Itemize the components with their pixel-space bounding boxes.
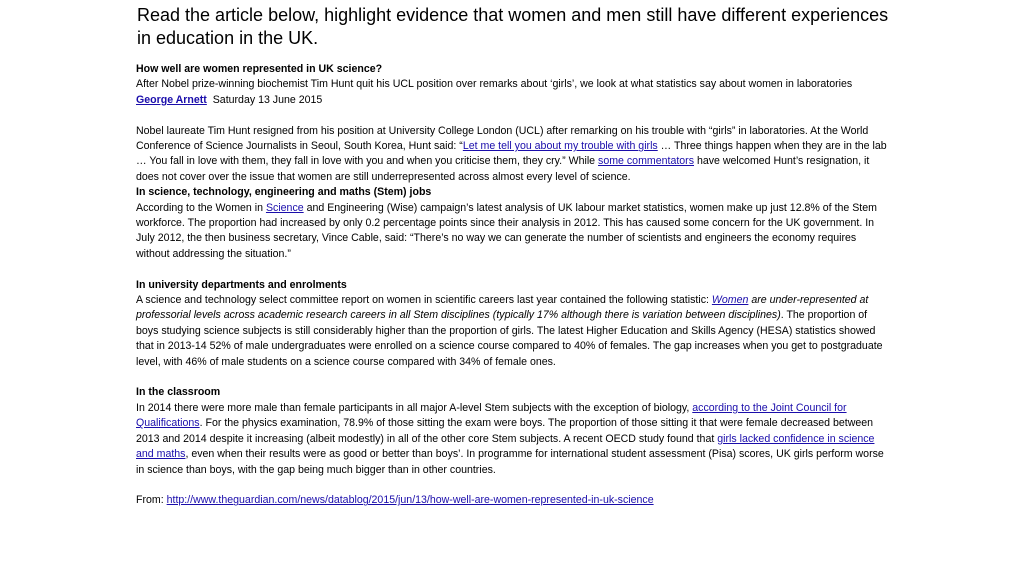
girls-lacked-confidence-link[interactable]: girls lacked confidence in science and maths — [136, 432, 875, 461]
classroom-text-2: . For the physics examination, 78.9% of those sitting the exam were boys. The proportion of those sitting it that were female decreased between 2013 and 2014 despite it increasing (albeit modestly) in all of the other core Stem subjects. A recent OECD study found that — [136, 417, 874, 445]
byline — [136, 93, 888, 108]
some-commentators-link[interactable]: some commentators — [598, 155, 694, 168]
stem-jobs-heading: In science, technology, engineering and maths (Stem) jobs — [136, 186, 432, 199]
classroom-heading: In the classroom — [136, 386, 221, 399]
task-instruction — [137, 4, 897, 50]
task-instruction-line-2: in education in the UK. — [137, 28, 319, 48]
spacer — [136, 370, 888, 385]
women-link[interactable]: Women — [711, 294, 749, 307]
article-standfirst: After Nobel prize-winning biochemist Tim Hunt quit his UCL position over remarks about ‘girls’, we look at what statistics say about women in laboratories — [136, 78, 853, 91]
university-quote: are under-represented at professorial levels across academic research careers in all Stem disciplines (typically 17% although there is variation between disciplines) — [136, 294, 869, 322]
task-instruction-line-1: Read the article below, highlight evidence that women and men still have different experiences — [137, 5, 889, 25]
trouble-with-girls-link[interactable]: Let me tell you about my trouble with girls — [462, 140, 658, 153]
stem-jobs-paragraph — [136, 201, 888, 263]
author-link[interactable]: George Arnett — [136, 93, 207, 106]
spacer — [136, 262, 888, 277]
classroom-text-3: , even when their results were as good or better than boys’. In programme for international student assessment (Pisa) scores, UK girls perform worse in science than boys, with the gap being much bigger than in other countries. — [136, 448, 884, 476]
intro-paragraph — [136, 124, 888, 186]
source-label: From: — [136, 494, 167, 507]
stem-text-1: According to the Women in — [136, 201, 266, 214]
article-date: Saturday 13 June 2015 — [212, 93, 323, 106]
article-title: How well are women represented in UK science? — [136, 63, 383, 75]
article-body — [136, 62, 888, 509]
intro-text-2: … Three things happen when they are in the lab … You fall in love with them, they fall in love with you and when you criticise them, they cry.” While — [136, 140, 887, 168]
source-line — [136, 493, 888, 508]
classroom-text-1: In 2014 there were more male than female participants in all major A-level Stem subjects with the exception of biology, — [136, 401, 693, 414]
intro-text-1: Nobel laureate Tim Hunt resigned from his position at University College London (UCL) after remarking on his trouble with “girls” in laboratories. At the World Conference of Science Journalists in Seoul, South Korea, Hunt said: “ — [136, 124, 869, 153]
spacer — [136, 478, 888, 493]
university-heading: In university departments and enrolments — [136, 278, 347, 291]
joint-council-link[interactable]: according to the Joint Council for Qualifications — [136, 401, 847, 430]
source-url-link[interactable]: http://www.theguardian.com/news/datablog/2015/jun/13/how-well-are-women-represented-in-uk-science — [166, 494, 654, 507]
classroom-paragraph — [136, 401, 888, 478]
science-link[interactable]: Science — [265, 201, 304, 214]
intro-text-3: have welcomed Hunt’s resignation, it does not cover over the issue that women are still underrepresented across almost every level of science. — [136, 155, 870, 183]
university-text-1: A science and technology select committee report on women in scientific careers last year contained the following statistic: — [136, 294, 712, 307]
spacer — [136, 108, 888, 123]
university-text-2: . The proportion of boys studying science subjects is still considerably higher than the proportion of girls. The latest Higher Education and Skills Agency (HESA) statistics showed that in 2013-14 52% of male undergraduates were enrolled on a science course compared to 40% of females. The gap increases when you get to postgraduate level, with 46% of male students on a science course compared with 34% of female ones. — [136, 309, 883, 368]
university-paragraph — [136, 293, 888, 370]
stem-text-2: and Engineering (Wise) campaign’s latest analysis of UK labour market statistics, women make up just 12.8% of the Stem workforce. The proportion had increased by only 0.2 percentage points since their analysis in 2012. This has caused some concern for the UK government. In July 2012, the then business secretary, Vince Cable, said: “There’s no way we can generate the number of scientists and engineers the economy requires without addressing the situation.” — [136, 201, 877, 260]
